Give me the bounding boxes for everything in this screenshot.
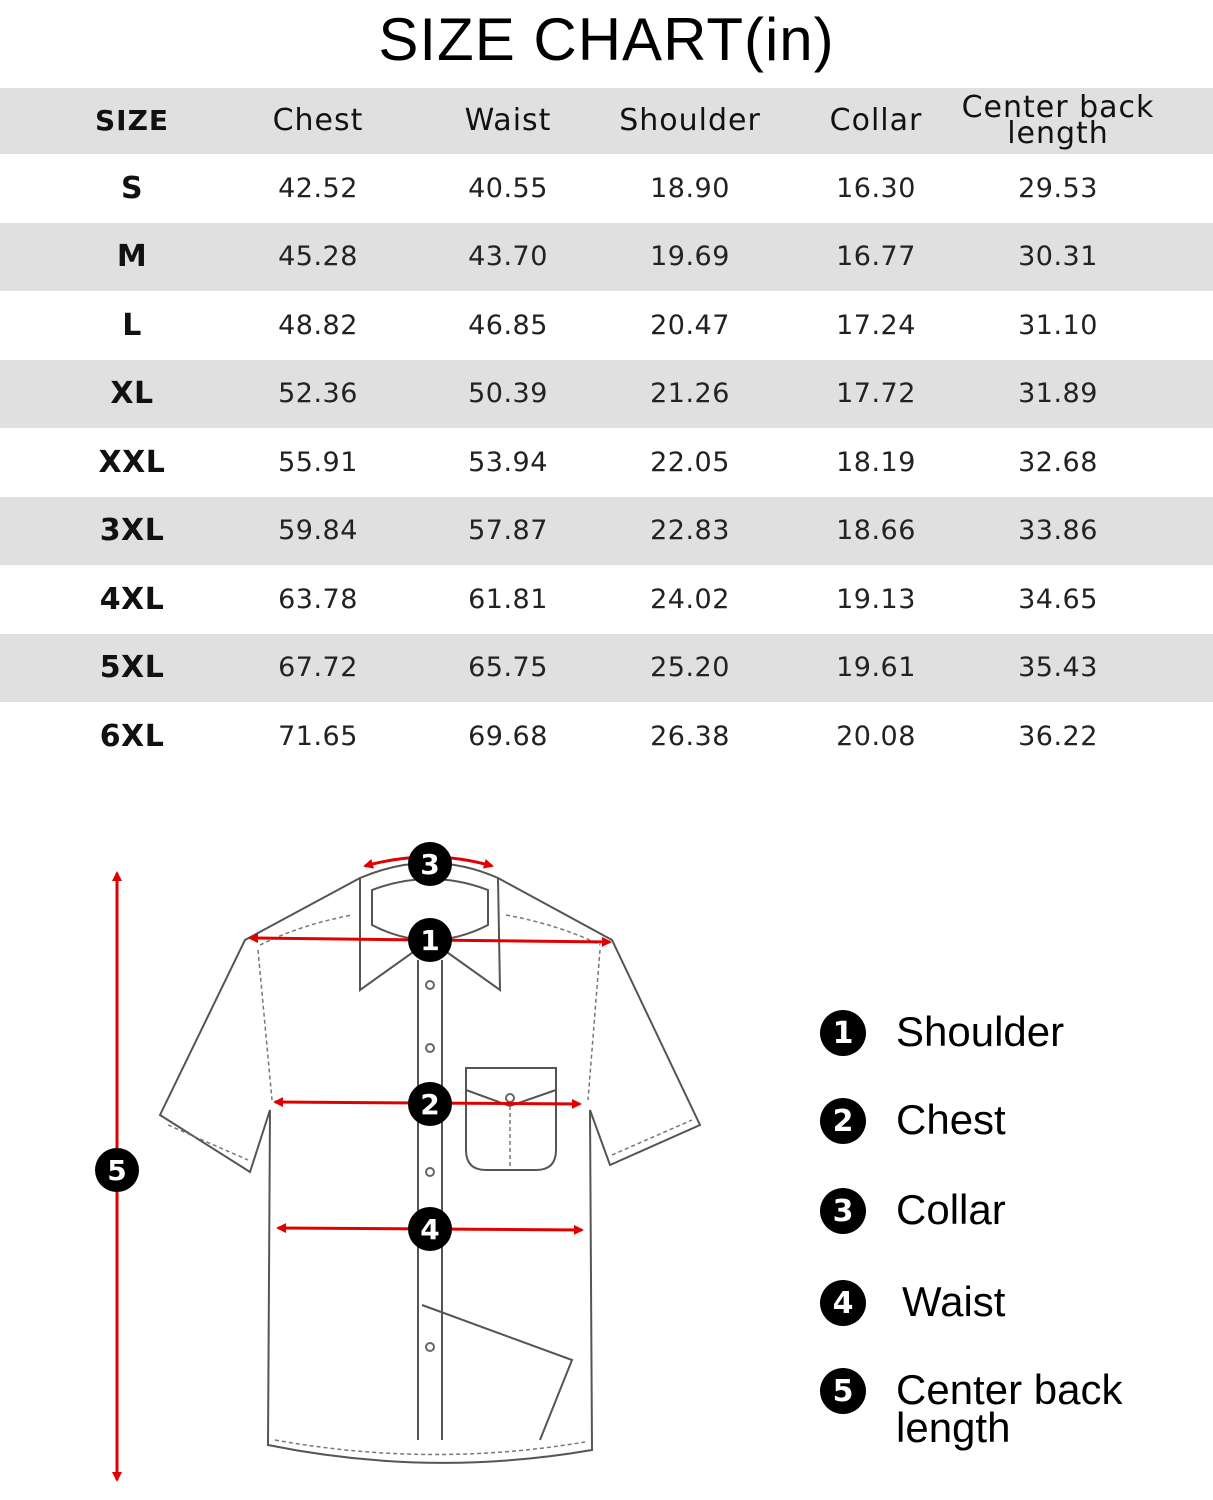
table-cell: 48.82 <box>278 309 358 341</box>
table-cell: 67.72 <box>278 652 358 684</box>
table-row <box>0 702 1213 771</box>
table-cell: 26.38 <box>650 720 730 752</box>
table-cell: 63.78 <box>278 583 358 615</box>
table-cell: 31.10 <box>1018 309 1098 341</box>
size-label: 4XL <box>99 581 165 617</box>
table-cell: 42.52 <box>278 172 358 204</box>
table-cell: 22.83 <box>650 515 730 547</box>
table-cell: 19.69 <box>650 241 730 273</box>
size-label: S <box>120 170 144 206</box>
diagram-marker-waist: 4 <box>420 1213 440 1246</box>
table-cell: 22.05 <box>650 446 730 478</box>
table-cell: 61.81 <box>468 583 548 615</box>
size-label: L <box>122 307 142 343</box>
table-cell: 20.08 <box>836 720 916 752</box>
table-cell: 35.43 <box>1018 652 1098 684</box>
table-cell: 29.53 <box>1018 172 1098 204</box>
table-cell: 18.90 <box>650 172 730 204</box>
table-cell: 43.70 <box>468 241 548 273</box>
table-cell: 69.68 <box>468 720 548 752</box>
table-cell: 32.68 <box>1018 446 1098 478</box>
table-row <box>0 291 1213 360</box>
table-cell: 46.85 <box>468 309 548 341</box>
table-body <box>0 154 1213 771</box>
diagram-marker-shoulder: 1 <box>420 924 440 957</box>
legend-number: 4 <box>820 1280 866 1326</box>
table-cell: 19.13 <box>836 583 916 615</box>
legend-number: 5 <box>820 1368 866 1414</box>
table-cell: 19.61 <box>836 652 916 684</box>
shirt-diagram <box>0 820 780 1500</box>
legend-number: 1 <box>820 1010 866 1056</box>
table-cell: 52.36 <box>278 378 358 410</box>
table-cell: 40.55 <box>468 172 548 204</box>
table-cell: 21.26 <box>650 378 730 410</box>
header-collar: Collar <box>829 103 923 138</box>
size-label: XXL <box>98 444 166 480</box>
header-chest: Chest <box>272 103 364 138</box>
table-cell: 16.77 <box>836 241 916 273</box>
page-title: SIZE CHART(in) <box>378 6 835 73</box>
table-row <box>0 634 1213 703</box>
size-label: 6XL <box>99 718 165 754</box>
table-row <box>0 154 1213 223</box>
legend-item-waist <box>820 1280 1005 1326</box>
shirt-stitching <box>168 915 692 1455</box>
diagram-marker-collar: 3 <box>420 848 440 881</box>
size-label: XL <box>110 376 154 412</box>
size-label: 5XL <box>99 650 165 686</box>
legend-number: 3 <box>820 1188 866 1234</box>
legend-item-center-back-length <box>820 1366 1123 1451</box>
header-size: SIZE <box>94 104 169 137</box>
table-cell: 55.91 <box>278 446 358 478</box>
table-row <box>0 223 1213 292</box>
table-cell: 17.72 <box>836 378 916 410</box>
table-row <box>0 565 1213 634</box>
header-waist: Waist <box>464 103 552 138</box>
table-cell: 33.86 <box>1018 515 1098 547</box>
size-label: M <box>116 239 148 275</box>
table-cell: 24.02 <box>650 583 730 615</box>
table-row <box>0 428 1213 497</box>
table-cell: 34.65 <box>1018 583 1098 615</box>
table-cell: 57.87 <box>468 515 548 547</box>
legend-item-chest <box>820 1098 1006 1144</box>
legend-label: Shoulder <box>896 1008 1065 1055</box>
legend-label: Center back length <box>896 1366 1123 1451</box>
legend-label: Chest <box>896 1096 1006 1143</box>
size-table <box>0 88 1213 771</box>
table-cell: 18.19 <box>836 446 916 478</box>
legend-number: 2 <box>820 1098 866 1144</box>
table-cell: 31.89 <box>1018 378 1098 410</box>
header-shoulder: Shoulder <box>619 103 761 138</box>
table-cell: 25.20 <box>650 652 730 684</box>
legend-item-collar <box>820 1188 1006 1234</box>
table-cell: 65.75 <box>468 652 548 684</box>
table-cell: 16.30 <box>836 172 916 204</box>
table-cell: 18.66 <box>836 515 916 547</box>
shirt-buttons <box>426 981 514 1351</box>
table-header-row <box>0 88 1213 154</box>
diagram-marker-chest: 2 <box>420 1088 440 1121</box>
table-row <box>0 360 1213 429</box>
size-label: 3XL <box>99 513 165 549</box>
table-cell: 59.84 <box>278 515 358 547</box>
header-center-back-length: Center back length <box>961 90 1155 151</box>
legend-label: Waist <box>902 1278 1006 1325</box>
table-cell: 30.31 <box>1018 241 1098 273</box>
table-cell: 50.39 <box>468 378 548 410</box>
table-cell: 71.65 <box>278 720 358 752</box>
table-cell: 20.47 <box>650 309 730 341</box>
diagram-marker-length: 5 <box>107 1154 127 1187</box>
legend-label: Collar <box>896 1186 1006 1233</box>
table-cell: 17.24 <box>836 309 916 341</box>
legend-item-shoulder <box>820 1010 1064 1056</box>
table-cell: 45.28 <box>278 241 358 273</box>
table-cell: 53.94 <box>468 446 548 478</box>
table-cell: 36.22 <box>1018 720 1098 752</box>
table-row <box>0 497 1213 566</box>
